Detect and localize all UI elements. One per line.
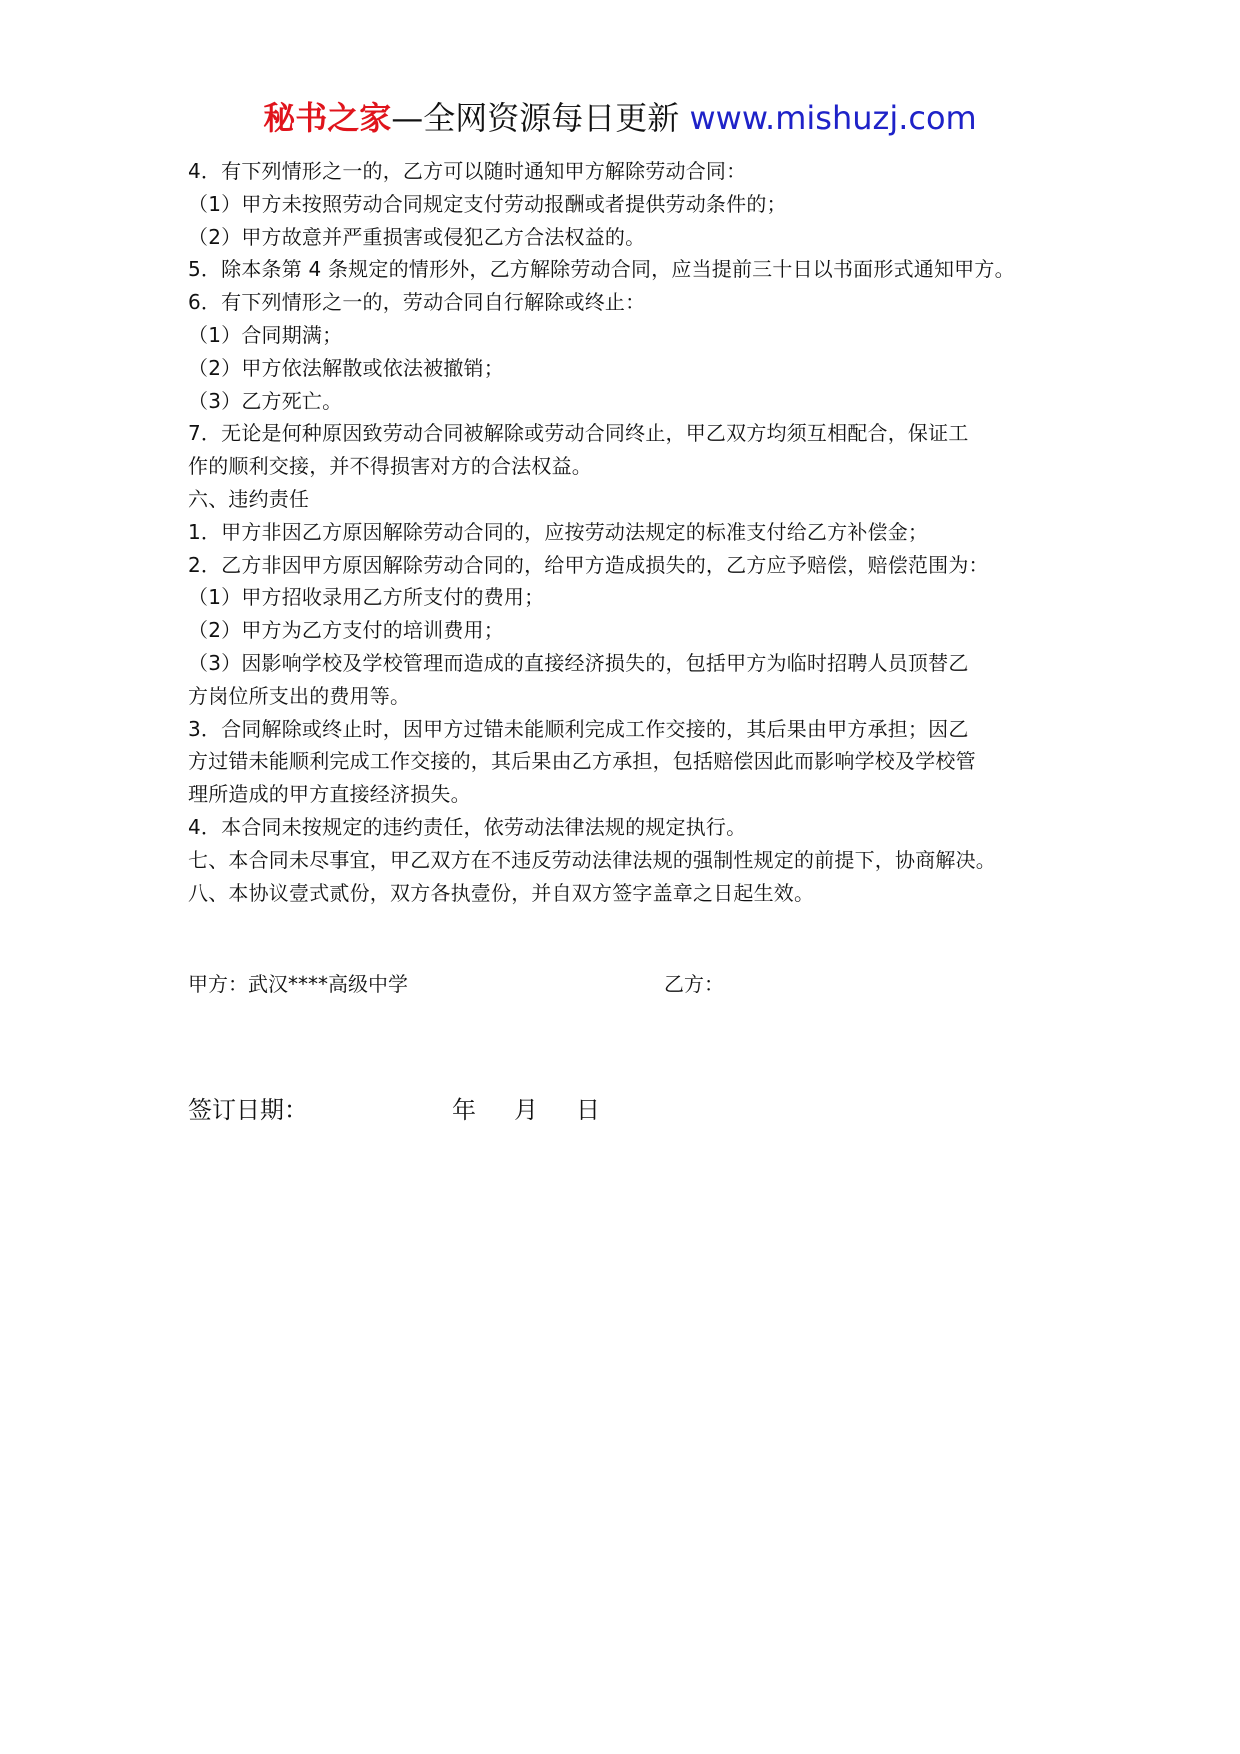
clause-line: （3）因影响学校及学校管理而造成的直接经济损失的，包括甲方为临时招聘人员顶替乙 — [188, 650, 969, 675]
contract-body — [188, 155, 1088, 909]
signing-date-label: 签订日期： — [188, 1096, 308, 1124]
clause-line: 作的顺利交接，并不得损害对方的合法权益。 — [188, 454, 592, 479]
date-month-label: 月 — [514, 1096, 538, 1124]
signing-date-row — [188, 1092, 788, 1128]
clause-line: （2）甲方依法解散或依法被撤销； — [188, 355, 504, 380]
section-heading: 六、违约责任 — [188, 486, 310, 511]
header-tagline: —全网资源每日更新 — [391, 99, 690, 137]
signature-row — [188, 968, 1088, 1000]
header-brand: 秘书之家 — [263, 99, 392, 137]
clause-line: 5．除本条第 4 条规定的情形外，乙方解除劳动合同，应当提前三十日以书面形式通知甲方。 — [188, 257, 1015, 282]
date-day-label: 日 — [576, 1096, 600, 1124]
clause-line: 1．甲方非因乙方原因解除劳动合同的，应按劳动法规定的标准支付给乙方补偿金； — [188, 519, 929, 544]
clause-line: 方岗位所支出的费用等。 — [188, 683, 411, 708]
page-header — [0, 98, 1240, 138]
clause-line: 理所造成的甲方直接经济损失。 — [188, 782, 471, 807]
clause-line: 6．有下列情形之一的，劳动合同自行解除或终止： — [188, 290, 646, 315]
clause-line: （3）乙方死亡。 — [188, 388, 343, 413]
clause-line: 2．乙方非因甲方原因解除劳动合同的，给甲方造成损失的，乙方应予赔偿，赔偿范围为： — [188, 552, 989, 577]
date-year-label: 年 — [452, 1096, 476, 1124]
clause-line: （2）甲方故意并严重损害或侵犯乙方合法权益的。 — [188, 224, 646, 249]
section-heading: 七、本合同未尽事宜，甲乙双方在不违反劳动法律法规的强制性规定的前提下，协商解决。 — [188, 847, 996, 872]
clause-line: 3．合同解除或终止时，因甲方过错未能顺利完成工作交接的，其后果由甲方承担；因乙 — [188, 716, 969, 741]
clause-line: （1）甲方招收录用乙方所支付的费用； — [188, 585, 545, 610]
party-b-signature: 乙方： — [664, 972, 724, 996]
section-heading: 八、本协议壹式贰份，双方各执壹份，并自双方签字盖章之日起生效。 — [188, 880, 815, 905]
header-url-link[interactable]: www.mishuzj.com — [689, 99, 977, 137]
clause-line: （2）甲方为乙方支付的培训费用； — [188, 618, 504, 643]
clause-line: 方过错未能顺利完成工作交接的，其后果由乙方承担，包括赔偿因此而影响学校及学校管 — [188, 749, 976, 774]
clause-line: （1）甲方未按照劳动合同规定支付劳动报酬或者提供劳动条件的； — [188, 191, 787, 216]
party-a-signature: 甲方：武汉****高级中学 — [188, 972, 408, 996]
clause-line: 4．有下列情形之一的，乙方可以随时通知甲方解除劳动合同： — [188, 159, 747, 183]
clause-line: 4．本合同未按规定的违约责任，依劳动法律法规的规定执行。 — [188, 814, 747, 839]
clause-line: （1）合同期满； — [188, 322, 343, 347]
clause-line: 7．无论是何种原因致劳动合同被解除或劳动合同终止，甲乙双方均须互相配合，保证工 — [188, 421, 969, 446]
